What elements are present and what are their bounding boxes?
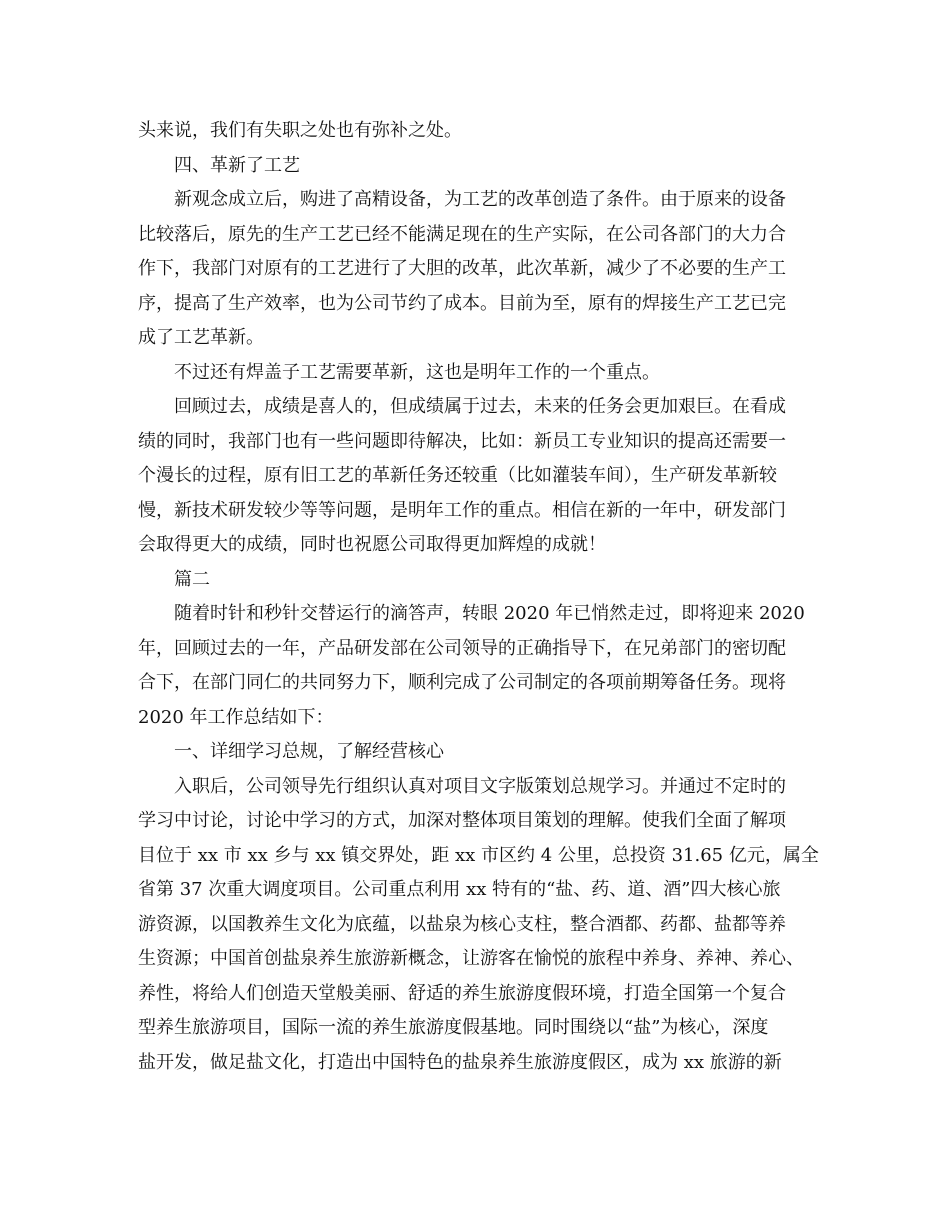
text-line: 成了工艺革新。 bbox=[138, 327, 264, 348]
text-line: 随着时针和秒针交替运行的滴答声，转眼 2020 年已悄然走过，即将迎来 2020 bbox=[174, 603, 805, 624]
text-line: 型养生旅游项目，国际一流的养生旅游度假基地。同时围绕以“盐”为核心，深度 bbox=[138, 1017, 769, 1038]
text-line: 新观念成立后，购进了高精设备，为工艺的改革创造了条件。由于原来的设备 bbox=[174, 189, 786, 210]
text-line: 目位于 xx 市 xx 乡与 xx 镇交界处，距 xx 市区约 4 公里，总投资 31.65 亿元，属全 bbox=[138, 844, 819, 866]
text-line: 养性，将给人们创造天堂般美丽、舒适的养生旅游度假环境，打造全国第一个复合 bbox=[138, 982, 786, 1004]
text-line: 一、详细学习总规，了解经营核心 bbox=[174, 741, 444, 762]
text-line: 作下，我部门对原有的工艺进行了大胆的改革，此次革新，减少了不必要的生产工 bbox=[138, 258, 786, 279]
document-body bbox=[138, 114, 818, 1080]
text-line: 入职后，公司领导先行组织认真对项目文字版策划总规学习。并通过不定时的 bbox=[174, 775, 786, 797]
text-line: 篇二 bbox=[174, 568, 210, 590]
text-line: 省第 37 次重大调度项目。公司重点利用 xx 特有的“盐、药、道、酒”四大核心旅 bbox=[138, 879, 781, 900]
text-line: 游资源，以国教养生文化为底蕴，以盐泉为核心支柱，整合酒都、药都、盐都等养 bbox=[138, 913, 786, 935]
text-line: 2020 年工作总结如下： bbox=[138, 706, 334, 728]
text-line: 生资源；中国首创盐泉养生旅游新概念，让游客在愉悦的旅程中养身、养神、养心、 bbox=[138, 948, 804, 969]
text-line: 盐开发，做足盐文化，打造出中国特色的盐泉养生旅游度假区，成为 xx 旅游的新 bbox=[138, 1051, 782, 1073]
text-line: 慢，新技术研发较少等等问题，是明年工作的重点。相信在新的一年中，研发部门 bbox=[138, 499, 786, 521]
text-line: 不过还有焊盖子工艺需要革新，这也是明年工作的一个重点。 bbox=[174, 361, 660, 383]
text-line: 序，提高了生产效率，也为公司节约了成本。目前为至，原有的焊接生产工艺已完 bbox=[138, 292, 786, 314]
text-line: 年，回顾过去的一年，产品研发部在公司领导的正确指导下，在兄弟部门的密切配 bbox=[138, 637, 786, 659]
text-line: 绩的同时，我部门也有一些问题即待解决，比如：新员工专业知识的提高还需要一 bbox=[138, 430, 786, 452]
text-line: 头来说，我们有失职之处也有弥补之处。 bbox=[138, 120, 462, 141]
text-line: 学习中讨论，讨论中学习的方式，加深对整体项目策划的理解。使我们全面了解项 bbox=[138, 810, 786, 831]
text-line: 合下，在部门同仁的共同努力下，顺利完成了公司制定的各项前期筹备任务。现将 bbox=[138, 672, 786, 693]
text-line: 四、革新了工艺 bbox=[174, 154, 300, 176]
text-line: 会取得更大的成绩，同时也祝愿公司取得更加辉煌的成就！ bbox=[138, 534, 606, 555]
text-line: 回顾过去，成绩是喜人的，但成绩属于过去，未来的任务会更加艰巨。在看成 bbox=[174, 396, 786, 417]
text-line: 个漫长的过程，原有旧工艺的革新任务还较重（比如灌装车间），生产研发革新较 bbox=[138, 465, 777, 486]
text-line: 比较落后，原先的生产工艺已经不能满足现在的生产实际，在公司各部门的大力合 bbox=[138, 223, 786, 245]
